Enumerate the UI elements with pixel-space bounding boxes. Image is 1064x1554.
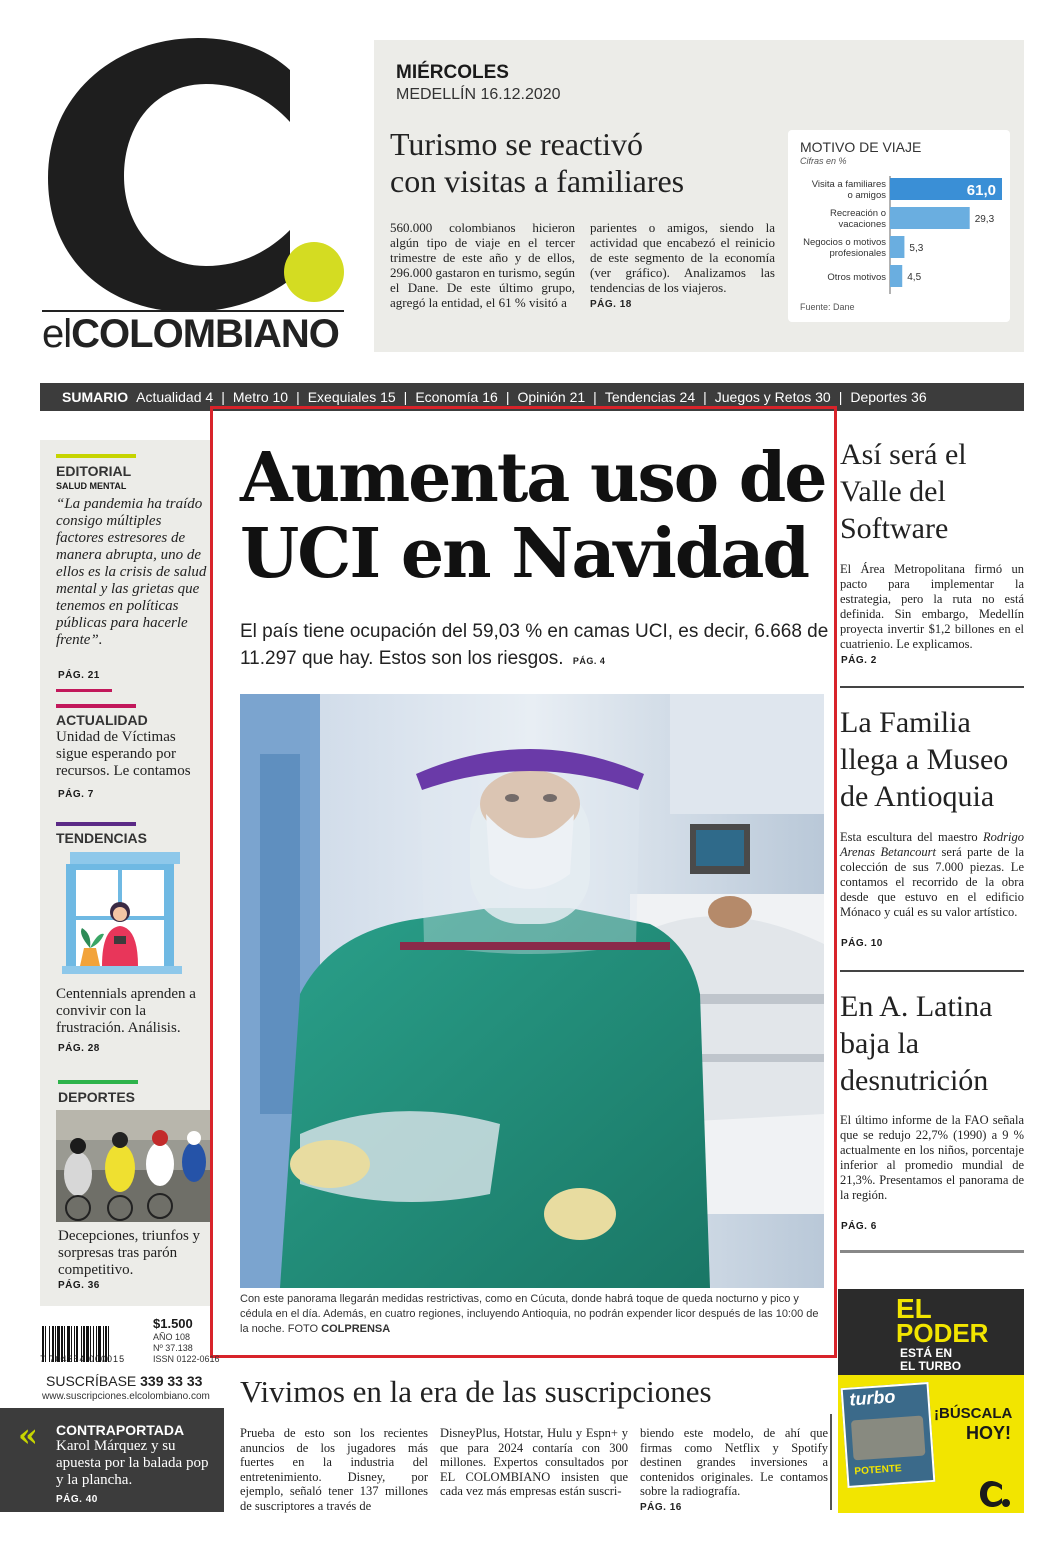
main-deck <box>240 618 830 675</box>
headline-line: Valle del <box>840 475 946 508</box>
actualidad-page: PÁG. 7 <box>58 789 94 800</box>
ad-cta2: HOY! <box>966 1423 1011 1443</box>
caption-text: Con este panorama llegarán medidas restrictivas, como en Cúcuta, donde habrá toque de queda nocturno y pico y cédula en el día. Además, en cuatro regiones, incluyendo Antioquia, no podrán expender licor después de las 10:00 de la noche. <box>240 1293 819 1335</box>
bottom-story-col1: Prueba de esto son los recientes anuncios de los jugadores más fuertes en la industria del entretenimiento. Disney, por ejemplo, señaló tener 137 millones de suscriptores a través de <box>240 1426 428 1513</box>
body-text: será parte de la colección de sus 7.000 piezas. Le contamos el recorrido de la obra desde que estuvo en el edificio Mónaco y cuál es su valor artístico. <box>840 845 1024 919</box>
logo-name: COLOMBIANO <box>71 312 339 356</box>
editorial-title[interactable]: EDITORIAL <box>56 463 132 479</box>
bottom-story-page: PÁG. 16 <box>640 1501 682 1513</box>
ad-logo-c-icon <box>978 1479 1012 1509</box>
deportes-rule <box>58 1080 138 1084</box>
top-headline-line1: Turismo se reactivó <box>390 126 644 162</box>
headline-line: En A. Latina <box>840 990 993 1023</box>
price: $1.500 <box>153 1316 193 1331</box>
right-story-1-headline[interactable] <box>840 436 1030 547</box>
ad-magazine-cover <box>841 1382 936 1488</box>
sumario-item[interactable]: Opinión 21 <box>517 389 586 405</box>
sumario-item[interactable]: Deportes 36 <box>850 389 927 405</box>
ad-line2: PODER <box>896 1318 989 1348</box>
tendencias-rule <box>56 822 136 826</box>
ad-line3: ESTÁ EN <box>900 1346 953 1360</box>
headline-line: desnutrición <box>840 1064 989 1097</box>
logo-wordmark[interactable] <box>42 312 339 357</box>
logo-c-letter <box>48 38 290 312</box>
contraportada-page: PÁG. 40 <box>56 1494 98 1505</box>
photo-caption <box>240 1292 824 1337</box>
subscribe-line[interactable] <box>46 1373 202 1389</box>
top-story-body-col1: 560.000 colombianos hicieron algún tipo de viaje en el tercer trimestre de este año y de ellos, 296.000 gastaron en turismo, según el Dane. De este último grupo, agregó la entidad, el 61 % visitó a <box>390 220 575 310</box>
ad-car-image <box>851 1416 926 1461</box>
issue-year: AÑO 108 <box>153 1332 191 1342</box>
chart-category-label: o amigos <box>847 190 886 201</box>
sumario-item[interactable]: Tendencias 24 <box>604 389 696 405</box>
bottom-story-headline[interactable]: Vivimos en la era de las suscripciones <box>240 1374 712 1409</box>
sumario-item[interactable]: Actualidad 4 <box>136 389 214 405</box>
editorial-page: PÁG. 21 <box>58 670 100 681</box>
chart-bar <box>890 236 904 258</box>
chart-category-label: Negocios o motivos <box>803 237 886 248</box>
right-story-2-page: PÁG. 10 <box>841 938 883 949</box>
chart-category-label: profesionales <box>829 248 886 259</box>
sumario-item[interactable]: Exequiales 15 <box>307 389 396 405</box>
dateline-city-date: MEDELLÍN 16.12.2020 <box>396 86 561 103</box>
headline-line: baja la <box>840 1027 920 1060</box>
ad-line1: EL <box>896 1293 932 1324</box>
deportes-text: Decepciones, triunfos y sorpresas tras parón competitivo. <box>58 1228 201 1278</box>
right-story-2-body <box>840 830 1024 920</box>
ad-cta1: ¡BÚSCALA <box>934 1405 1013 1422</box>
chart-category-label: Recreación o <box>830 208 886 219</box>
cyclists-photo <box>56 1110 210 1222</box>
tendencias-text: Centennials aprenden a convivir con la frustración. Análisis. <box>56 986 196 1036</box>
actualidad-text: Unidad de Víctimas sigue esperando por recursos. Le contamos <box>56 729 191 779</box>
right-divider <box>840 686 1024 688</box>
bottom-story-col3 <box>640 1426 828 1515</box>
tendencias-title[interactable]: TENDENCIAS <box>56 830 148 846</box>
subscribe-url[interactable]: www.suscripciones.elcolombiano.com <box>42 1391 210 1402</box>
actualidad-rule <box>56 704 136 708</box>
chart-value-label: 4,5 <box>907 272 922 283</box>
top-headline-line2: con visitas a familiares <box>390 163 685 199</box>
right-divider <box>840 970 1024 972</box>
issue-number: Nº 37.138 <box>153 1343 193 1353</box>
ad-cover-word: POTENTE <box>854 1463 902 1478</box>
top-story-body-col2 <box>590 220 775 312</box>
headline-line: Software <box>840 512 949 545</box>
chart-source: Fuente: Dane <box>800 302 855 312</box>
top-story-page: PÁG. 18 <box>590 299 632 310</box>
chart-bar <box>890 265 902 287</box>
deportes-page: PÁG. 36 <box>58 1280 100 1291</box>
right-divider <box>840 1250 1024 1253</box>
bottom-story-col2: DisneyPlus, Hotstar, Hulu y Espn+ y que para 2024 contaría con 300 millones. Expertos consultados por EL COLOMBIANO insisten que cada vez más empresas están suscri- <box>440 1426 628 1498</box>
subscribe-phone: 339 33 33 <box>140 1373 203 1389</box>
contraportada-text: Karol Márquez y su apuesta por la balada pop y la plancha. <box>56 1438 209 1488</box>
body-text: Esta escultura del maestro <box>840 830 984 844</box>
logo-dot <box>284 242 344 302</box>
top-story-headline[interactable] <box>390 126 770 200</box>
chart-bar <box>890 207 970 229</box>
right-story-3-body: El último informe de la FAO señala que se redujo 22,7% (1990) a 9 % actualmente en los niños, porcentaje inferior al promedio mundial de 21,3%. Presentamos el panorama de la región. <box>840 1113 1024 1202</box>
sumario-item[interactable]: Metro 10 <box>232 389 289 405</box>
contraportada-title: CONTRAPORTADA <box>56 1422 185 1438</box>
icu-nurse-photo <box>240 694 824 1288</box>
logo-c-mark <box>28 30 348 320</box>
bottom-story-col3-text: biendo este modelo, de ahí que firmas como Netflix y Spotify destinen grandes inversiones a contenidos originales. Le contamos sobre la radiografía. <box>640 1426 828 1498</box>
body-italic: Rodrigo Arenas Betancourt <box>840 830 1024 859</box>
subscribe-label: SUSCRÍBASE <box>46 1373 137 1389</box>
ad-magazine-title: turbo <box>848 1386 897 1410</box>
sumario-label: SUMARIO <box>62 389 129 405</box>
issn: ISSN 0122-0616 <box>153 1354 220 1364</box>
chart-title: MOTIVO DE VIAJE <box>800 139 922 155</box>
turbo-ad[interactable] <box>838 1289 1024 1513</box>
editorial-quote: “La pandemia ha traído consigo múltiples factores estresores de manera abrupta, uno de ellos es la crisis de salud mental y las grietas que tenemos en políticas públicas para hacerle frente”. <box>56 496 207 648</box>
headline-line: Así será el <box>840 438 967 471</box>
main-headline-line1: Aumenta uso de <box>240 438 826 518</box>
ad-line4: EL TURBO <box>900 1359 962 1373</box>
tendencias-illustration <box>62 848 182 984</box>
editorial-rule <box>56 454 136 458</box>
barcode-number: 7 704354 000015 <box>40 1354 126 1364</box>
sumario-item[interactable]: Juegos y Retos 30 <box>714 389 831 405</box>
chart-category-label: vacaciones <box>838 219 886 230</box>
top-story-body-col2-text: parientes o amigos, siendo la actividad que encabezó el reinicio de este segmento de la economía (ver gráfico). Analizamos las tendencias de los viajeros. <box>590 220 775 295</box>
chart-category-label: Otros motivos <box>827 272 886 283</box>
logo-prefix: el <box>42 312 72 356</box>
dateline-day: MIÉRCOLES <box>396 62 509 83</box>
right-story-1-page: PÁG. 2 <box>841 655 877 666</box>
photo-credit: COLPRENSA <box>321 1323 391 1335</box>
right-story-3-headline[interactable] <box>840 988 1030 1099</box>
deportes-title[interactable]: DEPORTES <box>58 1089 136 1105</box>
sumario-bar: SUMARIO Actualidad 4 | Metro 10 | Exequiales 15 | Economía 16 | Opinión 21 | Tendencias 24 | Juegos y Retos 30 | Deportes 36 <box>40 383 1024 411</box>
main-headline-line2: UCI en Navidad <box>240 514 808 594</box>
editorial-bottom-rule <box>56 689 112 692</box>
chart-subtitle: Cifras en % <box>800 156 847 166</box>
headline-line: llega a Museo <box>840 743 1009 776</box>
right-story-1-body: El Área Metropolitana firmó un pacto para implementar la estrategia, pero la ruta no está definida. Sin embargo, Medellín proyecta invertir $1,2 billones en el cuatrienio. Le explicamos. <box>840 562 1024 651</box>
editorial-subtitle: SALUD MENTAL <box>56 481 127 491</box>
actualidad-title[interactable]: ACTUALIDAD <box>56 712 148 728</box>
chart-value-label: 29,3 <box>974 214 995 225</box>
chart-category-label: Visita a familiares <box>811 179 886 190</box>
bottom-divider <box>830 1414 832 1510</box>
contraportada-quote-icon: « <box>18 1416 38 1454</box>
contraportada-box[interactable] <box>0 1408 224 1512</box>
travel-motive-chart <box>788 170 1010 300</box>
photo-credit-label: FOTO <box>287 1323 319 1335</box>
right-story-3-page: PÁG. 6 <box>841 1221 877 1232</box>
main-headline[interactable] <box>240 440 830 592</box>
tendencias-page: PÁG. 28 <box>58 1043 100 1054</box>
headline-line: de Antioquia <box>840 780 995 813</box>
chart-value-label: 61,0 <box>966 182 996 199</box>
headline-line: La Familia <box>840 706 971 739</box>
sumario-item[interactable]: Economía 16 <box>415 389 498 405</box>
main-story-page: PÁG. 4 <box>572 656 606 666</box>
right-story-2-headline[interactable] <box>840 704 1030 815</box>
chart-value-label: 5,3 <box>909 243 924 254</box>
main-deck-text: El país tiene ocupación del 59,03 % en camas UCI, es decir, 6.668 de 11.297 que hay. Estos son los riesgos. <box>240 621 829 669</box>
